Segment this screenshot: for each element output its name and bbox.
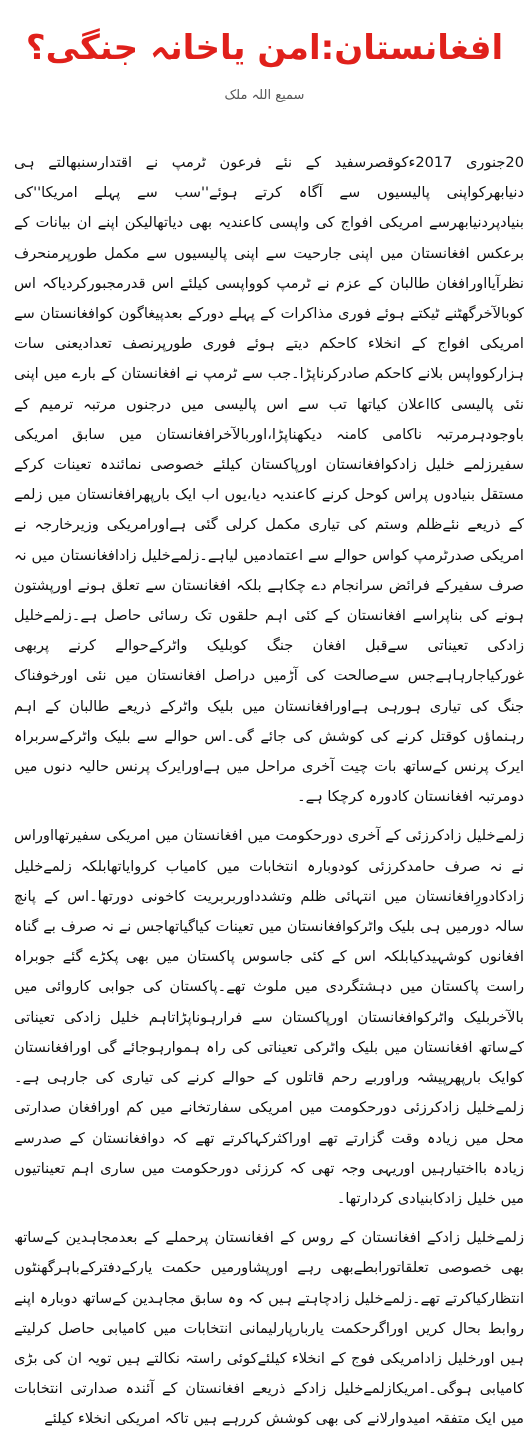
article-title: افغانستان:امن یاخانہ جنگی؟	[25, 28, 504, 68]
paragraph: زلمےخلیل زادکرزئی کے آخری دورحکومت میں افغانستان میں امریکی سفیرتھااوراس نے نہ صرف حامدکرزئی کودوبارہ انتخابات میں کامیاب کروایاتھابلکہ زلمےخلیل زادکادورِافغانستان میں انتہائی ظلم وتشدداوربربریت کاخونی دورتھا۔اس کے پانچ سالہ دورمیں ہی بلیک واٹرکوافغانستان میں تعینات کیاگیاتھاجس نے نہ صرف بے گناہ افغانوں کوشہیدکیابلکہ اس کے کئی جاسوس پاکستان میں بھی پکڑے گئے جوبراہ راست پاکستان میں دہشتگردی میں ملوث تھے۔پاکستان کی جوابی کاروائی میں بالآخربلیک واٹرکوافغانستان اورپاکستان سے فرارہوناپڑاتاہم خلیل زادکی تعیناتی کےساتھ افغانستان میں بلیک واٹرکی تعیناتی کی راہ ہموارہوجائے گی اورافغانستان کوایک بارپھرپیشہ وراوربے رحم قاتلوں کے حوالے کرنے کی تیاری کی جارہی ہے۔زلمےخلیل زادکرزئی دورحکومت میں امریکی سفارتخانے میں کم اورافغان صدارتی محل میں زیادہ وقت گزارتے تھے اوراکثرکہاکرتے تھے کہ دوافغانستان کے صدرسے زیادہ بااختیارہیں اوریہی وجہ تھی کہ کرزئی دورحکومت میں ساری اہم تعیناتیوں میں خلیل زادکابنیادی کردارتھا۔	[14, 827, 524, 1207]
article-body	[14, 148, 524, 1428]
paragraph: زلمےخلیل زادکے افغانستان کے روس کے افغانستان پرحملے کے بعدمجاہدین کےساتھ بھی خصوصی تعلقاتورابطےبھی رہے اورپشاورمیں حکمت یارکےدفترکےباہرگھنٹوں انتظارکیاکرتے تھے۔زلمےخلیل زادچاہتے ہیں کہ وہ سابق مجاہدین کےساتھ دوبارہ اپنے روابط بحال کریں اوراگرحکمت یاربارپارلیمانی انتخابات میں کامیابی حاصل کرلیتے ہیں اورخلیل زادامریکی فوج کے انخلاء کیلئےکوئی راستہ نکالتے ہیں تویہ ان کی بڑی کامیابی ہوگی۔امریکازلمےخلیل زادکے ذریعے افغانستان کے آئندہ صدارتی انتخابات میں ایک متفقہ امیدوارلانے کی بھی کوشش کررہے ہیں تاکہ امریکی انخلاء کیلئے	[14, 1229, 524, 1428]
paragraph: 20جنوری 2017ءکوقصرسفید کے نئے فرعون ٹرمپ نے اقتدارسنبھالتے ہی دنیابھرکواپنی پالیسیوں سے آگاہ کرتے ہوئے''سب سے پہلے امریکا''کی بنیادپردنیابھرسے امریکی افواج کی واپسی کاعندیہ بھی دیاتھالیکن اپنے ان بیانات کے برعکس افغانستان میں اپنی جارحیت سے اپنی پالیسیوں سے مکمل طورپرمنحرف نظرآیااورافغان طالبان کے عزم نے ٹرمپ کوواپسی کیلئے اس قدرمجبورکردیاکہ اس کوبالآخرگھٹنے ٹیکتے ہوئے فوری مذاکرات کے پہلے دورکے بعدپیغاگون کوافغانستان سے امریکی افواج کے انخلاء کاحکم دیتے ہوئے فوری طورپرنصف تعدادیعنی سات ہزارکوواپس بلانے کاحکم صادرکرناپڑا۔جب سے ٹرمپ نے افغانستان کے بارے میں اپنی نئی پالیسی کااعلان کیاتھا تب سے اس پالیسی میں درجنوں مرتبہ ترمیم کے باوجودہرمرتبہ ناکامی کامنہ دیکھناپڑا،اوربالآخرافغانستان میں سابق امریکی سفیرزلمے خلیل زادکوافغانستان اورپاکستان کیلئے خصوصی نمائندہ تعینات کرکے مستقل بنیادوں پراس کوحل کرنے کاعندیہ دیا،یوں اب ایک بارپھرافغانستان میں زلمے کے ذریعے نئےظلم وستم کی تیاری مکمل کرلی گئی ہےاورامریکی وزیرخارجہ نے امریکی صدرٹرمپ کواس حوالے سے اعتمادمیں لیاہے۔زلمےخلیل زادافغانستان میں نہ صرف سفیرکے فرائض سرانجام دے چکاہے بلکہ افغانستان سے تعلق ہونے اورپشتون ہونے کی بناپراسے افغانستان کے کئی اہم حلقوں تک رسائی حاصل ہے۔زلمےخلیل زادکی تعیناتی سےقبل افغان جنگ کوبلیک واٹرکےحوالے کرنے پربھی غورکیاجارہاہےجس سےصالحت کی آڑمیں دراصل افغانستان میں نئی اورخوفناک جنگ کی تیاری ہورہی ہےاورافغانستان میں بلیک واٹرکے ذریعے طالبان کے اہم رہنماؤں کوقتل کرنے کی کوشش کی جائے گی۔اس حوالے سے بلیک واٹرکےسربراہ ایرک پرنس کےساتھ بات چیت آخری مراحل میں ہےاورایرک پرنس حالیہ دنوں میں دومرتبہ افغانستان کادورہ کرچکا ہے۔	[14, 154, 524, 806]
author-byline: سمیع اللہ ملک	[224, 88, 305, 103]
